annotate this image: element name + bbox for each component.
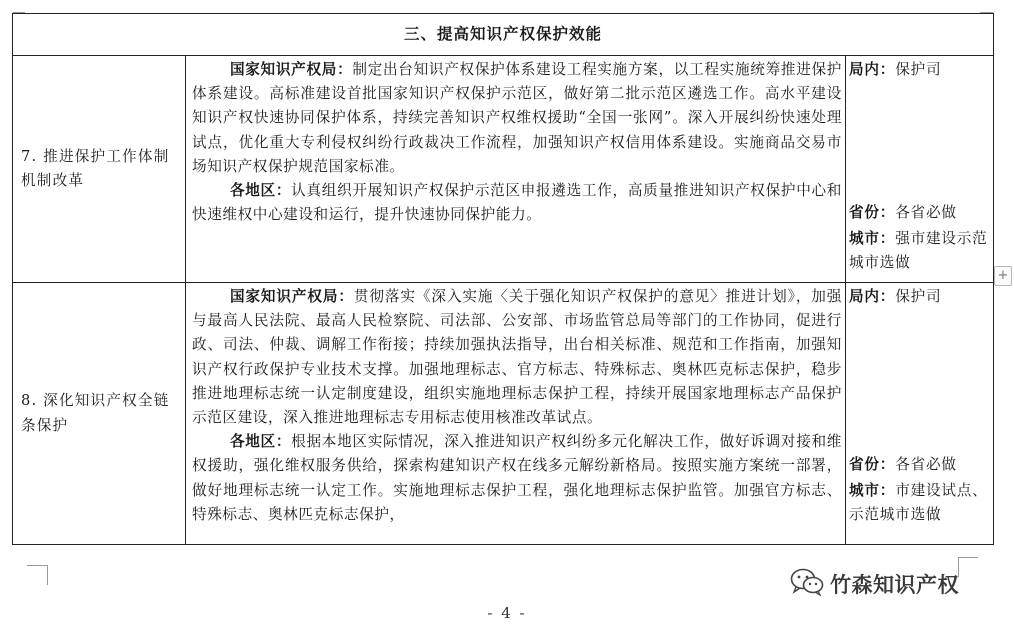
responsibility-text: 强市建设示范城市选做 <box>849 230 988 272</box>
section-title: 三、提高知识产权保护效能 <box>13 14 994 56</box>
responsibility-text: 各省必做 <box>895 456 957 473</box>
responsibility-city <box>849 227 991 275</box>
responsibility-text: 市建设试点、示范城市选做 <box>849 482 988 524</box>
responsibility-province <box>849 201 991 225</box>
responsibility-text: 保护司 <box>895 61 942 78</box>
responsibility-label: 省份： <box>849 204 896 221</box>
wechat-icon <box>790 568 824 600</box>
responsibility-internal <box>849 285 991 309</box>
add-row-button[interactable]: + <box>994 266 1012 286</box>
watermark <box>790 568 959 600</box>
responsibility-label: 局内： <box>849 288 896 305</box>
crop-mark-bottom-left-h <box>27 565 47 566</box>
responsibility-label: 城市： <box>849 230 896 248</box>
responsibility-cell <box>846 56 994 283</box>
responsibility-text: 保护司 <box>895 288 942 305</box>
responsibility-label: 城市： <box>849 482 896 500</box>
policy-table <box>12 13 994 545</box>
responsibility-label: 局内： <box>849 61 896 78</box>
task-label: 8. 深化知识产权全链条保护 <box>21 392 170 434</box>
responsibility-local <box>849 201 991 276</box>
paragraph <box>192 58 842 179</box>
responsibility-province <box>849 453 991 477</box>
task-label: 7. 推进保护工作体制机制改革 <box>21 147 170 189</box>
table-row <box>13 56 994 283</box>
paragraph-text: 贯彻落实《深入实施〈关于强化知识产权保护的意见〉推进计划》，加强与最高人民法院、最高人民检察院、司法部、公安部、市场监管总局等部门的工作协同，促进行政、司法、仲裁、调解工作衔接；持续加强执法指导，出台相关标准、规范和工作指南，加强知识产权行政保护专业技术支撑。加强地理标志、官方标志、特殊标志、奥林匹克标志保护，稳步推进地理标志统一认定制度建设，组织实施地理标志保护工程，持续开展国家地理标志产品保护示范区建设，深入推进地理标志专用标志使用核准改革试点。 <box>192 288 842 427</box>
paragraph-text: 制定出台知识产权保护体系建设工程实施方案，以工程实施统筹推进保护体系建设。高标准建设首批国家知识产权保护示范区，做好第二批示范区遴选工作。高水平建设知识产权快速协同保护体系，持续完善知识产权维权援助“全国一张网”。深入开展纠纷快速处理试点，优化重大专利侵权纠纷行政裁决工作流程，加强知识产权信用体系建设。实施商品交易市场知识产权保护规范国家标准。 <box>192 61 842 175</box>
responsibility-text: 各省必做 <box>895 204 957 221</box>
paragraph <box>192 430 842 527</box>
task-cell <box>13 56 186 283</box>
responsibility-internal <box>849 58 991 82</box>
crop-mark-bottom-right-h <box>958 557 978 558</box>
page-number: - 4 - <box>487 604 527 622</box>
paragraph-text: 认真组织开展知识产权保护示范区申报遴选工作，高质量推进知识产权保护中心和快速维权中心建设和运行，提升快速协同保护能力。 <box>192 182 842 224</box>
crop-mark-bottom-left-v <box>47 565 48 585</box>
task-cell <box>13 283 186 545</box>
paragraph <box>192 179 842 227</box>
paragraph-text: 根据本地区实际情况，深入推进知识产权纠纷多元化解决工作，做好诉调对接和维权援助，强化维权服务供给，探索构建知识产权在线多元解纷新格局。按照实施方案统一部署，做好地理标志统一认定工作。实施地理标志保护工程，强化地理标志保护监管。加强官方标志、特殊标志、奥林匹克标志保护， <box>192 433 842 523</box>
content-cell <box>186 283 846 545</box>
table-row <box>13 283 994 545</box>
section-header-row <box>13 14 994 56</box>
paragraph-lead: 各地区： <box>229 433 292 451</box>
responsibility-local <box>849 453 991 528</box>
paragraph-lead: 国家知识产权局： <box>229 61 353 78</box>
paragraph <box>192 285 842 430</box>
responsibility-label: 省份： <box>849 456 896 473</box>
watermark-text: 竹森知识产权 <box>830 573 959 597</box>
content-cell <box>186 56 846 283</box>
paragraph-lead: 国家知识产权局： <box>229 288 354 305</box>
responsibility-cell <box>846 283 994 545</box>
paragraph-lead: 各地区： <box>229 182 292 200</box>
responsibility-city <box>849 479 991 527</box>
